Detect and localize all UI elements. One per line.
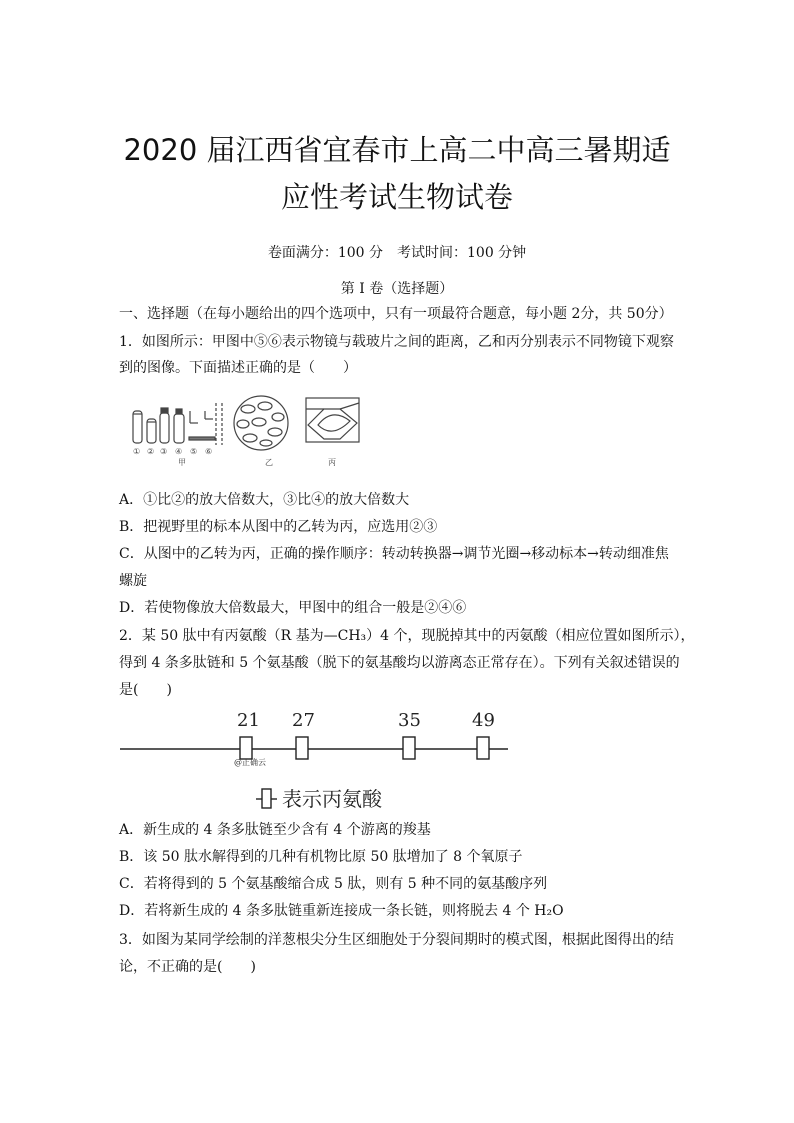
- caption-jia: 甲: [178, 458, 186, 467]
- figure-watermark: @正确云: [234, 758, 266, 767]
- lens-label-2: ②: [147, 447, 155, 456]
- q1-option-c: C．从图中的乙转为丙，正确的操作顺序：转动转换器→调节光圈→移动标本→转动细准焦: [119, 546, 669, 562]
- alanine-box-49: [477, 737, 489, 759]
- position-label-21: 21: [237, 710, 260, 731]
- q2-option-d: D．若将新生成的 4 条多肽链重新连接成一条长链，则将脱去 4 个 H₂O: [119, 903, 564, 919]
- lens-label-5: ⑤: [190, 447, 198, 456]
- lens-label-1: ①: [133, 447, 141, 456]
- position-label-35: 35: [398, 710, 421, 731]
- legend-label: 表示丙氨酸: [282, 787, 382, 811]
- q1-option-c-continued: 螺旋: [119, 573, 147, 589]
- lens-label-4: ④: [175, 447, 183, 456]
- page-title-line-1: 2020 届江西省宜春市上高二中高三暑期适: [123, 133, 671, 167]
- q1-option-b: B．把视野里的标本从图中的乙转为丙，应选用②③: [119, 519, 438, 535]
- lens-label-6: ⑥: [205, 447, 213, 456]
- q1-stem-line-2: 到的图像。下面描述正确的是（ ）: [119, 360, 357, 376]
- position-label-49: 49: [472, 710, 495, 731]
- caption-bing: 丙: [328, 458, 336, 467]
- page-title-line-2: 应性考试生物试卷: [280, 180, 513, 214]
- alanine-box-21: [240, 737, 252, 759]
- position-label-27: 27: [292, 710, 315, 731]
- exam-meta: 卷面满分：100 分 考试时间：100 分钟: [267, 245, 527, 261]
- lens-label-3: ③: [160, 447, 168, 456]
- q2-stem-line-3: 是( ): [119, 682, 172, 698]
- q3-stem-line-1: 3．如图为某同学绘制的洋葱根尖分生区细胞处于分裂间期时的模式图，根据此图得出的结: [119, 932, 674, 948]
- q1-microscope-figure: [126, 395, 366, 471]
- q1-option-d: D．若使物像放大倍数最大，甲图中的组合一般是②④⑥: [119, 600, 467, 616]
- q2-stem-line-1: 2．某 50 肽中有丙氨酸（R 基为—CH₃）4 个，现脱掉其中的丙氨酸（相应位置如图所示），: [119, 628, 695, 644]
- q2-option-a: A．新生成的 4 条多肽链至少含有 4 个游离的羧基: [119, 822, 431, 838]
- q2-option-c: C．若将得到的 5 个氨基酸缩合成 5 肽，则有 5 种不同的氨基酸序列: [119, 876, 548, 892]
- alanine-box-35: [403, 737, 415, 759]
- alanine-box-27: [296, 737, 308, 759]
- legend-alanine-box: [262, 789, 271, 808]
- q2-stem-line-2: 得到 4 条多肽链和 5 个氨基酸（脱下的氨基酸均以游离态正常存在）。下列有关叙述错误的: [119, 655, 680, 671]
- q1-stem-line-1: 1．如图所示：甲图中⑤⑥表示物镜与载玻片之间的距离，乙和丙分别表示不同物镜下观察: [119, 334, 674, 350]
- instructions: 一、选择题（在每小题给出的四个选项中，只有一项最符合题意，每小题 2分，共 50分）: [119, 306, 673, 322]
- q1-option-a: A．①比②的放大倍数大，③比④的放大倍数大: [119, 492, 410, 508]
- section-heading: 第 I 卷（选择题）: [340, 281, 454, 297]
- q2-option-b: B．该 50 肽水解得到的几种有机物比原 50 肽增加了 8 个氧原子: [119, 849, 523, 865]
- q2-peptide-figure: [118, 705, 518, 815]
- q3-stem-line-2: 论，不正确的是( ): [119, 959, 256, 975]
- caption-yi: 乙: [265, 458, 273, 467]
